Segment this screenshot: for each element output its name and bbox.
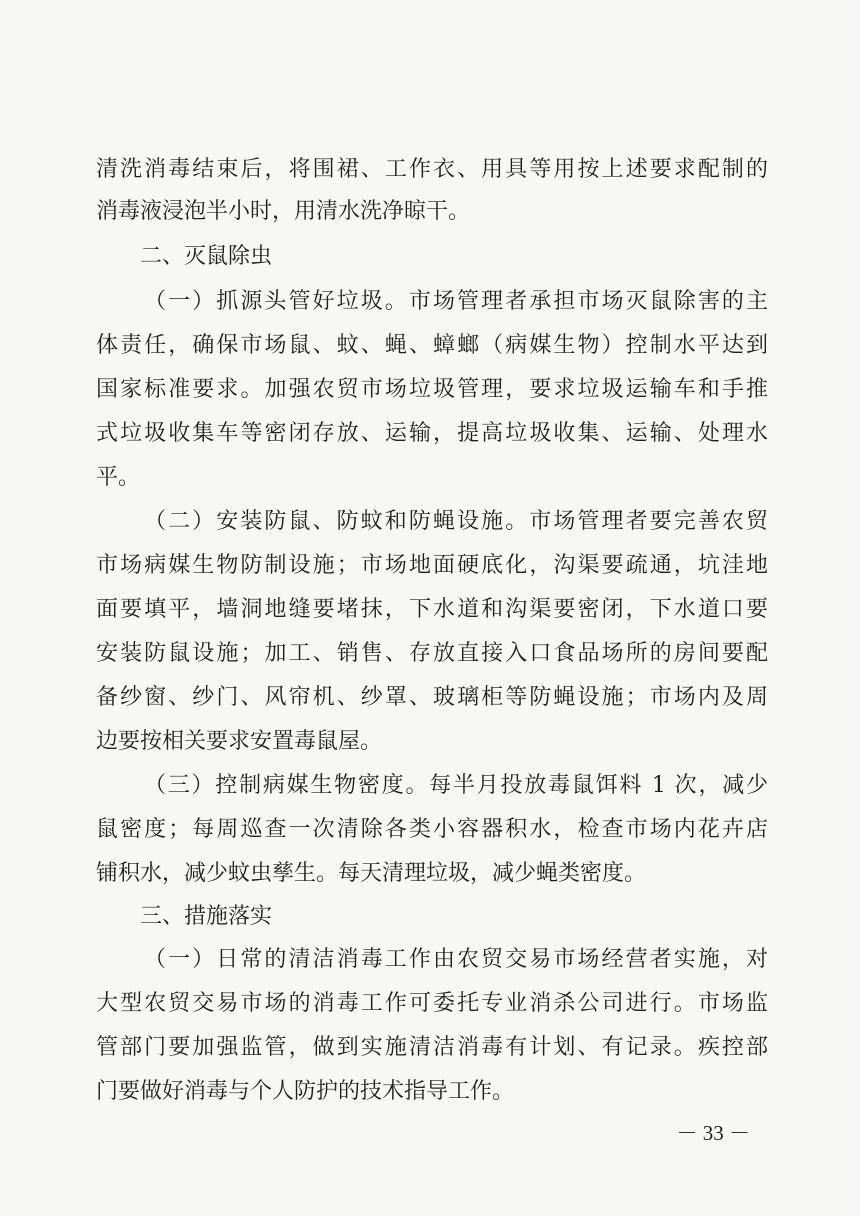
page-number: － 33 － [676, 1121, 750, 1145]
paragraph-line: 鼠密度；每周巡查一次清除各类小容器积水，检查市场内花卉店 [96, 817, 768, 842]
paragraph-line: 消毒液浸泡半小时，用清水洗净晾干。 [96, 199, 471, 224]
paragraph-line: 式垃圾收集车等密闭存放、运输，提高垃圾收集、运输、处理水 [96, 421, 768, 446]
paragraph-line: 体责任，确保市场鼠、蚊、蝇、蟑螂（病媒生物）控制水平达到 [96, 333, 768, 358]
paragraph-line: 市场病媒生物防制设施；市场地面硬底化，沟渠要疏通，坑洼地 [96, 553, 768, 578]
paragraph-line: （二）安装防鼠、防蚊和防蝇设施。市场管理者要完善农贸 [144, 509, 768, 534]
paragraph-line: （三）控制病媒生物密度。每半月投放毒鼠饵料 1 次，减少 [144, 773, 768, 798]
paragraph-line: 面要填平，墙洞地缝要堵抹，下水道和沟渠要密闭，下水道口要 [96, 597, 768, 622]
paragraph-line: 国家标准要求。加强农贸市场垃圾管理，要求垃圾运输车和手推 [96, 377, 768, 402]
paragraph-line: 大型农贸交易市场的消毒工作可委托专业消杀公司进行。市场监 [96, 991, 768, 1016]
section-heading: 二、灭鼠除虫 [140, 244, 273, 269]
paragraph-line: 清洗消毒结束后，将围裙、工作衣、用具等用按上述要求配制的 [96, 157, 768, 182]
paragraph-line: 管部门要加强监管，做到实施清洁消毒有计划、有记录。疾控部 [96, 1035, 768, 1060]
paragraph-line: 铺积水，减少蚊虫孳生。每天清理垃圾，减少蝇类密度。 [96, 861, 647, 886]
paragraph-line: （一）日常的清洁消毒工作由农贸交易市场经营者实施，对 [144, 947, 768, 972]
paragraph-line: 门要做好消毒与个人防护的技术指导工作。 [96, 1079, 515, 1104]
paragraph-line: 边要按相关要求安置毒鼠屋。 [96, 729, 383, 754]
paragraph-line: 平。 [96, 465, 141, 490]
paragraph-line: 备纱窗、纱门、风帘机、纱罩、玻璃柜等防蝇设施；市场内及周 [96, 685, 768, 710]
paragraph-line: （一）抓源头管好垃圾。市场管理者承担市场灭鼠除害的主 [144, 289, 768, 314]
paragraph-line: 安装防鼠设施；加工、销售、存放直接入口食品场所的房间要配 [96, 641, 768, 666]
section-heading: 三、措施落实 [140, 904, 273, 929]
